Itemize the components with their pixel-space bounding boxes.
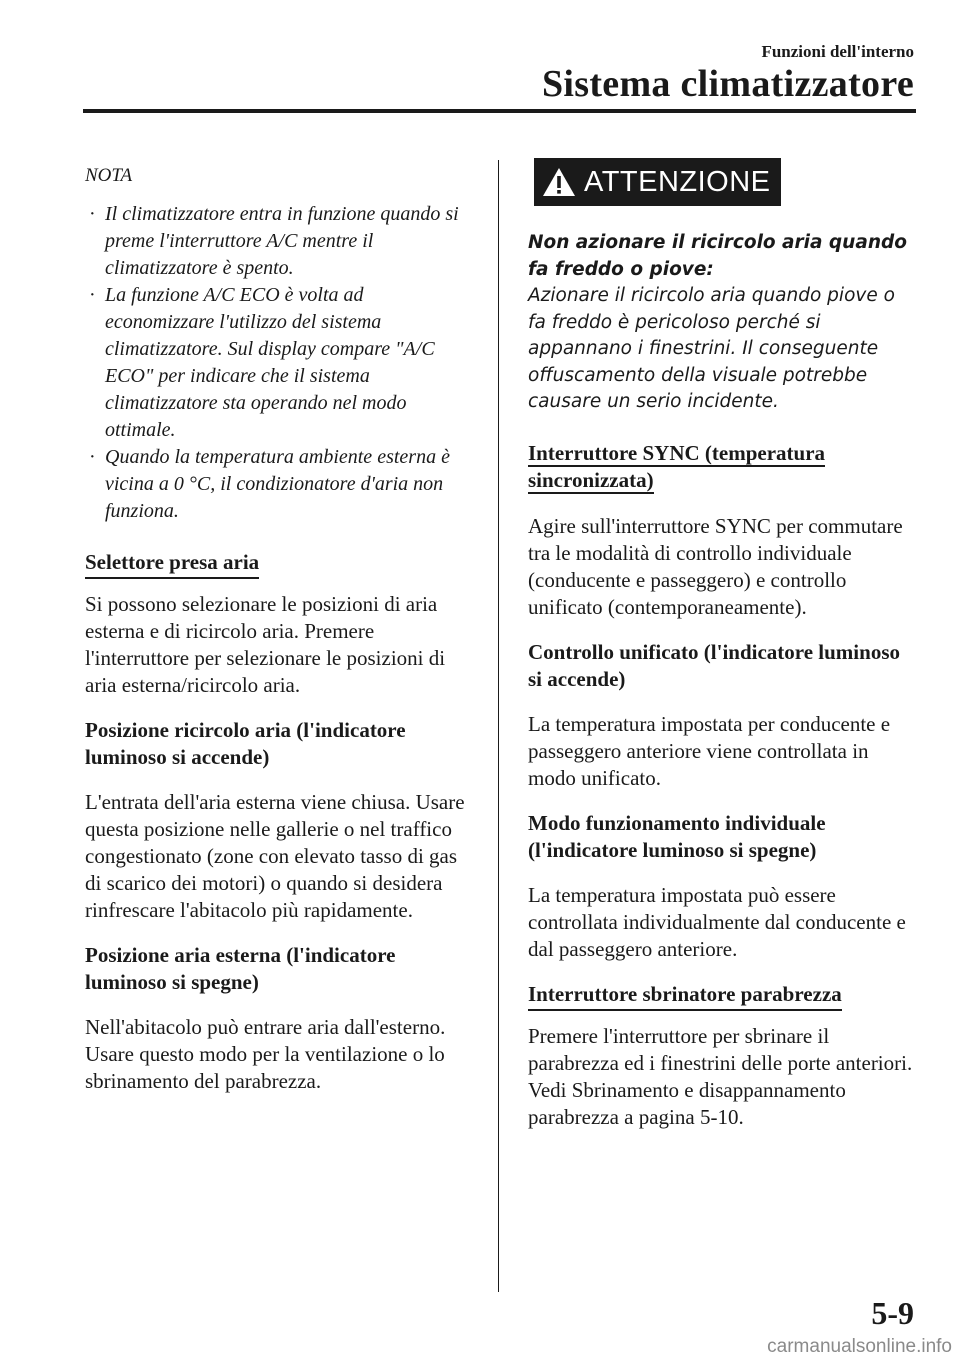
- subheading-individual-mode: Modo funzionamento individuale (l'indicatore luminoso si spegne): [528, 810, 826, 862]
- note-list: [85, 201, 477, 525]
- subheading-recirculation: Posizione ricircolo aria (l'indicatore luminoso si accende): [85, 718, 406, 769]
- text-recirculation: L'entrata dell'aria esterna viene chiusa. Usare questa posizione nelle gallerie o nel traffico congestionato (zone con elevato tasso di gas di scarico dei motori) o quando si desidera rinfrescare l'abitacolo più rapidamente.: [85, 790, 465, 922]
- warning-triangle-icon: [542, 167, 576, 197]
- warning-banner: [534, 158, 781, 206]
- column-divider: [498, 160, 499, 1292]
- page-number: 5-9: [871, 1295, 914, 1331]
- page-title: Sistema climatizzatore: [541, 63, 914, 105]
- right-column: [528, 158, 918, 1131]
- header-subtitle: Funzioni dell'interno: [761, 42, 914, 61]
- text-individual-mode: La temperatura impostata può essere controllata individualmente dal conducente e dal passeggero anteriore.: [528, 882, 906, 961]
- note-item: · La funzione A/C ECO è volta ad economizzare l'utilizzo del sistema climatizzatore. Sul display compare "A/C ECO" per indicare che il sistema climatizzatore sta operando nel modo ottimale.: [89, 284, 435, 441]
- section-heading-defroster: Interruttore sbrinatore parabrezza: [528, 981, 842, 1011]
- section-text-air-intake: Si possono selezionare le posizioni di aria esterna e di ricircolo aria. Premere l'interruttore per selezionare le posizioni di aria esterna/ricircolo aria.: [85, 592, 446, 697]
- bullet-icon: ·: [89, 203, 96, 225]
- subheading-outside-air: Posizione aria esterna (l'indicatore luminoso si spegne): [85, 943, 396, 994]
- section-heading-sync: Interruttore SYNC (temperatura sincronizzata): [528, 440, 826, 492]
- note-item: · Quando la temperatura ambiente esterna è vicina a 0 °C, il condizionatore d'aria non funziona.: [89, 446, 450, 522]
- section-text-sync: Agire sull'interruttore SYNC per commutare tra le modalità di controllo individuale (conducente e passeggero) e controllo unificato (contemporaneamente).: [528, 513, 903, 619]
- bullet-icon: ·: [89, 284, 96, 306]
- warning-title: Non azionare il ricircolo aria quando fa freddo o piove:: [528, 232, 907, 280]
- text-outside-air: Nell'abitacolo può entrare aria dall'esterno. Usare questo modo per la ventilazione o lo sbrinamento del parabrezza.: [85, 1015, 446, 1093]
- note-label: NOTA: [85, 165, 133, 186]
- header-rule: [83, 109, 916, 113]
- section-heading-air-intake: Selettore presa aria: [85, 549, 259, 579]
- text-unified-control: La temperatura impostata per conducente e passeggero anteriore viene controllata in modo unificato.: [528, 711, 891, 790]
- bullet-icon: ·: [89, 446, 96, 468]
- warning-label: ATTENZIONE: [584, 165, 771, 198]
- section-text-defroster: Premere l'interruttore per sbrinare il parabrezza ed i finestrini delle porte anteriori.: [528, 1023, 913, 1075]
- section-text-defroster-reference: Vedi Sbrinamento e disappannamento parabrezza a pagina 5-10.: [528, 1077, 846, 1129]
- subheading-unified-control: Controllo unificato (l'indicatore luminoso si accende): [528, 639, 900, 691]
- left-column: [85, 158, 477, 1095]
- warning-text: Azionare il ricircolo aria quando piove o fa freddo è pericoloso perché si appannano i finestrini. Il conseguente offuscamento della visuale potrebbe causare un serio incidente.: [528, 285, 895, 412]
- note-item: · Il climatizzatore entra in funzione quando si preme l'interruttore A/C mentre il climatizzatore è spento.: [89, 203, 459, 279]
- watermark: carmanualsonline.info: [767, 1336, 952, 1357]
